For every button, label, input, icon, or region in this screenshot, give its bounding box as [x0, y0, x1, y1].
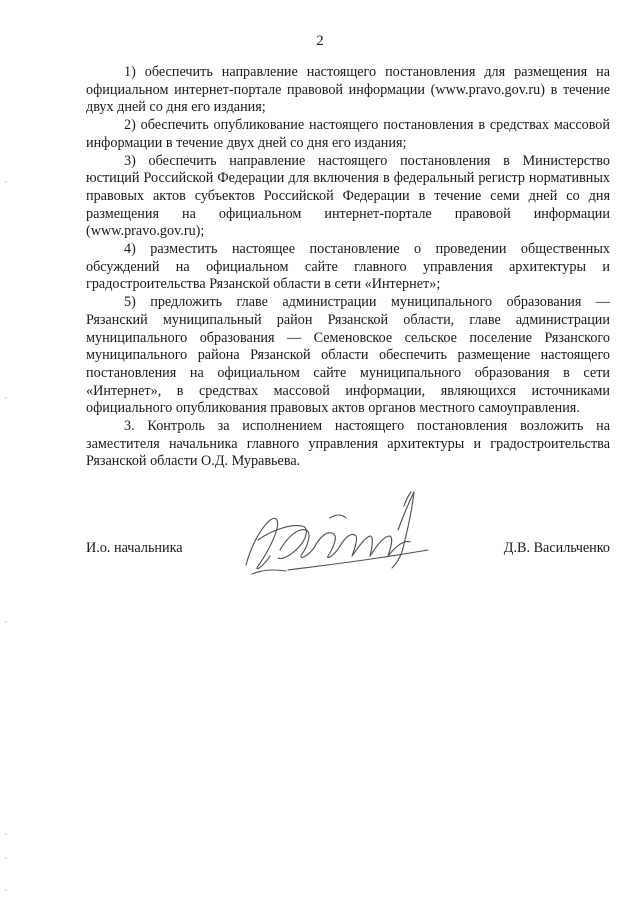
paragraph-item-4: 4) разместить настоящее постановление о проведении общественных обсуждений на официальном сайте главного управления архитектуры и градостроительства Рязанской области в сети «Интернет»;	[86, 241, 610, 293]
paragraph-item-3: 3) обеспечить направление настоящего постановления в Министерство юстиций Российской Федерации для включения в федеральный регистр нормативных правовых актов субъектов Российской Федерации в течение семи дней со дня размещения на официальном интернет-портале правовой информации (www.pravo.gov.ru);	[86, 152, 610, 240]
document-body	[86, 64, 610, 471]
signatory-name: Д.В. Васильченко	[503, 540, 610, 556]
paragraph-item-2: 2) обеспечить опубликование настоящего постановления в средствах массовой информации в течение двух дней со дня его издания;	[86, 117, 610, 151]
paragraph-control-clause: 3. Контроль за исполнением настоящего постановления возложить на заместителя начальника главного управления архитектуры и градостроительства Рязанской области О.Д. Муравьева.	[86, 418, 610, 470]
page-number: 2	[316, 33, 324, 49]
signatory-title: И.о. начальника	[86, 540, 183, 556]
handwritten-signature	[228, 470, 448, 600]
paragraph-item-5: 5) предложить главе администрации муниципального образования — Рязанский муниципальный район Рязанской области, главе администрации муниципального образования — Семеновское сельское поселение Рязанского муниципального района Рязанской области обеспечить размещение настоящего постановления на официальном сайте муниципального образования в сети «Интернет», в средствах массовой информации, являющихся источниками официального опубликования правовых актов органов местного самоуправления.	[86, 294, 610, 417]
paragraph-item-1: 1) обеспечить направление настоящего постановления для размещения на официальном интернет-портале правовой информации (www.pravo.gov.ru) в течение двух дней со дня его издания;	[86, 64, 610, 116]
signature-block	[86, 540, 610, 570]
scan-edge-artifacts	[0, 0, 10, 905]
